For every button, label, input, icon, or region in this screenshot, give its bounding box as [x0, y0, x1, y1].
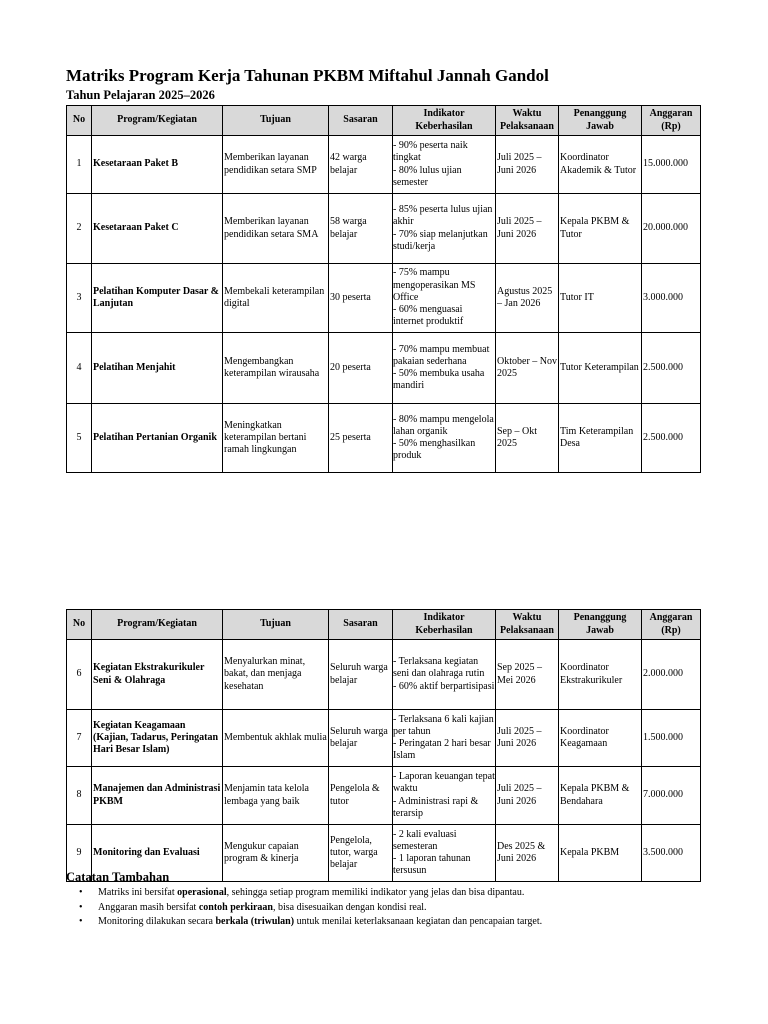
note-text: Matriks ini bersifat	[98, 887, 178, 898]
bullet-icon: •	[79, 916, 83, 927]
header-penanggung-jawab: Penanggung Jawab	[559, 106, 642, 136]
note-text: Anggaran masih bersifat	[98, 901, 199, 913]
cell-anggaran: 1.500.000	[642, 710, 701, 767]
header-program: Program/Kegiatan	[92, 106, 223, 136]
indikator-item: - Laporan keuangan tepat waktu	[393, 771, 495, 795]
header-indikator: Indikator Keberhasilan	[393, 610, 496, 640]
note-item	[79, 886, 758, 901]
cell-waktu: Oktober – Nov 2025	[496, 333, 559, 404]
program-matrix-table-1	[66, 105, 701, 473]
note-text: untuk menilai keterlaksanaan kegiatan dan pencapaian target.	[294, 916, 543, 927]
cell-program: Kesetaraan Paket C	[92, 194, 223, 264]
cell-anggaran: 20.000.000	[642, 194, 701, 264]
indikator-item: - 2 kali evaluasi semesteran	[393, 828, 457, 852]
cell-indikator	[393, 404, 496, 473]
cell-program: Pelatihan Komputer Dasar & Lanjutan	[92, 264, 223, 333]
indikator-item: - 50% membuka usaha mandiri	[393, 368, 485, 392]
cell-penanggung-jawab: Kepala PKBM & Tutor	[559, 194, 642, 264]
note-item	[79, 915, 758, 930]
table-row	[67, 404, 701, 473]
cell-sasaran: Pengelola & tutor	[329, 767, 393, 825]
bullet-icon: •	[79, 887, 83, 898]
header-tujuan: Tujuan	[223, 610, 329, 640]
cell-waktu: Des 2025 & Juni 2026	[496, 825, 559, 882]
header-sasaran: Sasaran	[329, 610, 393, 640]
indikator-item: - 85% peserta lulus ujian akhir	[393, 204, 493, 228]
header-penanggung-jawab: Penanggung Jawab	[559, 610, 642, 640]
cell-no: 1	[67, 136, 92, 194]
note-emphasis: berkala (triwulan)	[215, 916, 295, 927]
header-program: Program/Kegiatan	[92, 610, 223, 640]
cell-penanggung-jawab: Kepala PKBM	[559, 825, 642, 882]
indikator-item: - 60% menguasai internet produktif	[393, 304, 464, 328]
cell-no: 6	[67, 640, 92, 710]
cell-anggaran: 2.500.000	[642, 404, 701, 473]
header-sasaran: Sasaran	[329, 106, 393, 136]
cell-program: Manajemen dan Administrasi PKBM	[92, 767, 223, 825]
indikator-item: - 80% lulus ujian semester	[393, 164, 462, 188]
notes-title: Catatan Tambahan	[66, 870, 170, 884]
cell-penanggung-jawab: Koordinator Ekstrakurikuler	[559, 640, 642, 710]
note-emphasis: operasional	[177, 887, 227, 898]
header-waktu: Waktu Pelaksanaan	[496, 106, 559, 136]
cell-no: 8	[67, 767, 92, 825]
cell-waktu: Agustus 2025 – Jan 2026	[496, 264, 559, 333]
cell-sasaran: 20 peserta	[329, 333, 393, 404]
header-anggaran: Anggaran (Rp)	[642, 610, 701, 640]
indikator-item: - 50% menghasilkan produk	[393, 438, 476, 462]
cell-indikator	[393, 767, 496, 825]
cell-program: Monitoring dan Evaluasi	[92, 825, 223, 882]
cell-penanggung-jawab: Kepala PKBM & Bendahara	[559, 767, 642, 825]
cell-no: 4	[67, 333, 92, 404]
cell-sasaran: 58 warga belajar	[329, 194, 393, 264]
header-no: No	[67, 106, 92, 136]
note-text: , bisa disesuaikan dengan kondisi real.	[272, 901, 427, 913]
cell-penanggung-jawab: Tutor IT	[559, 264, 642, 333]
cell-tujuan: Mengukur capaian program & kinerja	[223, 825, 329, 882]
cell-tujuan: Menjamin tata kelola lembaga yang baik	[223, 767, 329, 825]
cell-waktu: Juli 2025 – Juni 2026	[496, 767, 559, 825]
document-subtitle: Tahun Pelajaran 2025–2026	[66, 88, 215, 102]
table-header-row	[67, 610, 701, 640]
cell-no: 5	[67, 404, 92, 473]
cell-anggaran: 3.500.000	[642, 825, 701, 882]
header-waktu: Waktu Pelaksanaan	[496, 610, 559, 640]
cell-penanggung-jawab: Tutor Keterampilan	[559, 333, 642, 404]
cell-waktu: Juli 2025 – Juni 2026	[496, 710, 559, 767]
header-tujuan: Tujuan	[223, 106, 329, 136]
cell-tujuan: Memberikan layanan pendidikan setara SMA	[223, 194, 329, 264]
indikator-item: - 75% mampu mengoperasikan MS Office	[393, 267, 476, 303]
cell-tujuan: Memberikan layanan pendidikan setara SMP	[223, 136, 329, 194]
cell-indikator	[393, 136, 496, 194]
table-row	[67, 136, 701, 194]
cell-waktu: Sep – Okt 2025	[496, 404, 559, 473]
table-row	[67, 710, 701, 767]
cell-no: 2	[67, 194, 92, 264]
table-header-row	[67, 106, 701, 136]
cell-tujuan: Membekali keterampilan digital	[223, 264, 329, 333]
indikator-item: - Peringatan 2 hari besar Islam	[393, 738, 491, 762]
program-matrix-table-2	[66, 609, 701, 882]
cell-sasaran: Pengelola, tutor, warga belajar	[329, 825, 393, 882]
indikator-item: - Terlaksana 6 kali kajian per tahun	[393, 713, 494, 737]
cell-anggaran: 15.000.000	[642, 136, 701, 194]
cell-program: Pelatihan Menjahit	[92, 333, 223, 404]
cell-penanggung-jawab: Koordinator Keagamaan	[559, 710, 642, 767]
cell-tujuan: Membentuk akhlak mulia	[223, 710, 329, 767]
table-row	[67, 767, 701, 825]
cell-tujuan: Mengembangkan keterampilan wirausaha	[223, 333, 329, 404]
cell-no: 9	[67, 825, 92, 882]
indikator-item: - 60% aktif berpartisipasi	[393, 680, 495, 692]
cell-indikator	[393, 333, 496, 404]
cell-sasaran: Seluruh warga belajar	[329, 640, 393, 710]
cell-waktu: Juli 2025 – Juni 2026	[496, 194, 559, 264]
cell-sasaran: Seluruh warga belajar	[329, 710, 393, 767]
cell-indikator	[393, 640, 496, 710]
cell-sasaran: 42 warga belajar	[329, 136, 393, 194]
cell-anggaran: 3.000.000	[642, 264, 701, 333]
cell-indikator	[393, 825, 496, 882]
header-anggaran: Anggaran (Rp)	[642, 106, 701, 136]
cell-anggaran: 2.000.000	[642, 640, 701, 710]
cell-penanggung-jawab: Koordinator Akademik & Tutor	[559, 136, 642, 194]
indikator-item: - 70% siap melanjutkan studi/kerja	[393, 228, 488, 252]
cell-program: Kegiatan Ekstrakurikuler Seni & Olahraga	[92, 640, 223, 710]
indikator-item: - Administrasi rapi & terarsip	[393, 795, 479, 819]
cell-anggaran: 2.500.000	[642, 333, 701, 404]
note-text: , sehingga setiap program memiliki indikator yang jelas dan bisa dipantau.	[226, 887, 525, 898]
note-emphasis: contoh perkiraan	[198, 901, 273, 913]
table-row	[67, 333, 701, 404]
table-row	[67, 264, 701, 333]
table-row	[67, 640, 701, 710]
cell-program: Kegiatan Keagamaan (Kajian, Tadarus, Peringatan Hari Besar Islam)	[92, 710, 223, 767]
cell-penanggung-jawab: Tim Keterampilan Desa	[559, 404, 642, 473]
bullet-icon: •	[79, 901, 83, 913]
cell-waktu: Sep 2025 – Mei 2026	[496, 640, 559, 710]
indikator-item: - 90% peserta naik tingkat	[393, 140, 468, 164]
cell-indikator	[393, 264, 496, 333]
cell-no: 7	[67, 710, 92, 767]
header-indikator: Indikator Keberhasilan	[393, 106, 496, 136]
indikator-item: - 1 laporan tahunan tersusun	[393, 853, 471, 877]
notes-list	[66, 886, 758, 930]
cell-indikator	[393, 194, 496, 264]
cell-waktu: Juli 2025 – Juni 2026	[496, 136, 559, 194]
cell-tujuan: Meningkatkan keterampilan bertani ramah lingkungan	[223, 404, 329, 473]
document-title: Matriks Program Kerja Tahunan PKBM Miftahul Jannah Gandol	[66, 66, 549, 85]
note-text: Monitoring dilakukan secara	[98, 916, 216, 927]
header-no: No	[67, 610, 92, 640]
cell-program: Pelatihan Pertanian Organik	[92, 404, 223, 473]
indikator-item: - 80% mampu mengelola lahan organik	[393, 413, 494, 437]
cell-tujuan: Menyalurkan minat, bakat, dan menjaga kesehatan	[223, 640, 329, 710]
cell-program: Kesetaraan Paket B	[92, 136, 223, 194]
cell-no: 3	[67, 264, 92, 333]
indikator-item: - Terlaksana kegiatan seni dan olahraga rutin	[393, 656, 485, 680]
indikator-item: - 70% mampu membuat pakaian sederhana	[393, 343, 490, 367]
cell-anggaran: 7.000.000	[642, 767, 701, 825]
cell-indikator	[393, 710, 496, 767]
cell-sasaran: 25 peserta	[329, 404, 393, 473]
note-item	[79, 901, 758, 916]
cell-sasaran: 30 peserta	[329, 264, 393, 333]
table-row	[67, 194, 701, 264]
